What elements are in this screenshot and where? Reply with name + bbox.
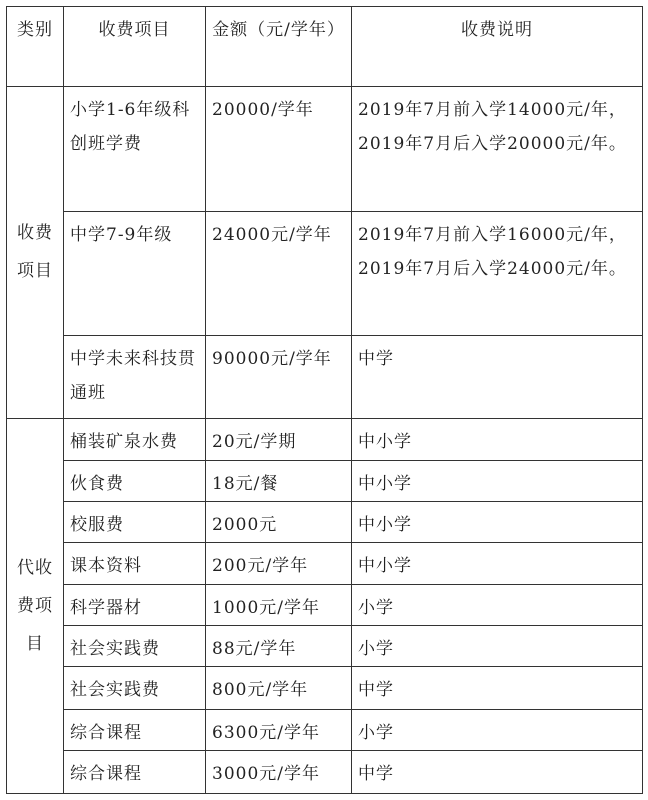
amount-cell: 18元/餐 <box>206 460 352 501</box>
header-amount: 金额（元/学年） <box>206 7 352 87</box>
item-cell: 综合课程 <box>64 709 206 750</box>
note-cell: 小学 <box>352 709 643 750</box>
item-cell: 小学1-6年级科创班学费 <box>64 87 206 211</box>
note-cell: 2019年7月前入学16000元/年，2019年7月后入学24000元/年。 <box>352 211 643 335</box>
note-cell: 小学 <box>352 626 643 667</box>
table-row <box>7 501 643 542</box>
table-row <box>7 667 643 709</box>
amount-cell: 20000/学年 <box>206 87 352 211</box>
category-cell-fee <box>7 87 64 418</box>
note-cell: 2019年7月前入学14000元/年，2019年7月后入学20000元/年。 <box>352 87 643 211</box>
note-cell: 中小学 <box>352 418 643 460</box>
item-cell: 社会实践费 <box>64 667 206 709</box>
table-row <box>7 543 643 585</box>
item-cell: 桶装矿泉水费 <box>64 418 206 460</box>
header-category: 类别 <box>7 7 64 87</box>
amount-cell: 3000元/学年 <box>206 750 352 793</box>
table-row <box>7 709 643 750</box>
amount-cell: 6300元/学年 <box>206 709 352 750</box>
amount-cell: 88元/学年 <box>206 626 352 667</box>
item-cell: 综合课程 <box>64 750 206 793</box>
table-row <box>7 750 643 793</box>
amount-cell: 24000元/学年 <box>206 211 352 335</box>
note-cell: 中小学 <box>352 501 643 542</box>
note-cell: 小学 <box>352 585 643 626</box>
header-row <box>7 7 643 87</box>
item-cell: 课本资料 <box>64 543 206 585</box>
item-cell: 社会实践费 <box>64 626 206 667</box>
table-row <box>7 626 643 667</box>
amount-cell: 20元/学期 <box>206 418 352 460</box>
fee-table <box>6 6 643 794</box>
amount-cell: 90000元/学年 <box>206 336 352 418</box>
table-row <box>7 211 643 335</box>
item-cell: 校服费 <box>64 501 206 542</box>
item-cell: 中学未来科技贯通班 <box>64 336 206 418</box>
table-row <box>7 418 643 460</box>
amount-cell: 200元/学年 <box>206 543 352 585</box>
table-row <box>7 460 643 501</box>
amount-cell: 2000元 <box>206 501 352 542</box>
table-row <box>7 585 643 626</box>
item-cell: 科学器材 <box>64 585 206 626</box>
category-label: 代收费项目 <box>17 557 53 654</box>
note-cell: 中小学 <box>352 543 643 585</box>
category-cell-collected <box>7 418 64 793</box>
amount-cell: 1000元/学年 <box>206 585 352 626</box>
note-cell: 中学 <box>352 336 643 418</box>
header-item: 收费项目 <box>64 7 206 87</box>
amount-cell: 800元/学年 <box>206 667 352 709</box>
item-cell: 伙食费 <box>64 460 206 501</box>
note-cell: 中学 <box>352 750 643 793</box>
table-row <box>7 336 643 418</box>
table-row <box>7 87 643 211</box>
header-note: 收费说明 <box>352 7 643 87</box>
note-cell: 中小学 <box>352 460 643 501</box>
note-cell: 中学 <box>352 667 643 709</box>
category-label: 收费项目 <box>17 223 53 282</box>
item-cell: 中学7-9年级 <box>64 211 206 335</box>
